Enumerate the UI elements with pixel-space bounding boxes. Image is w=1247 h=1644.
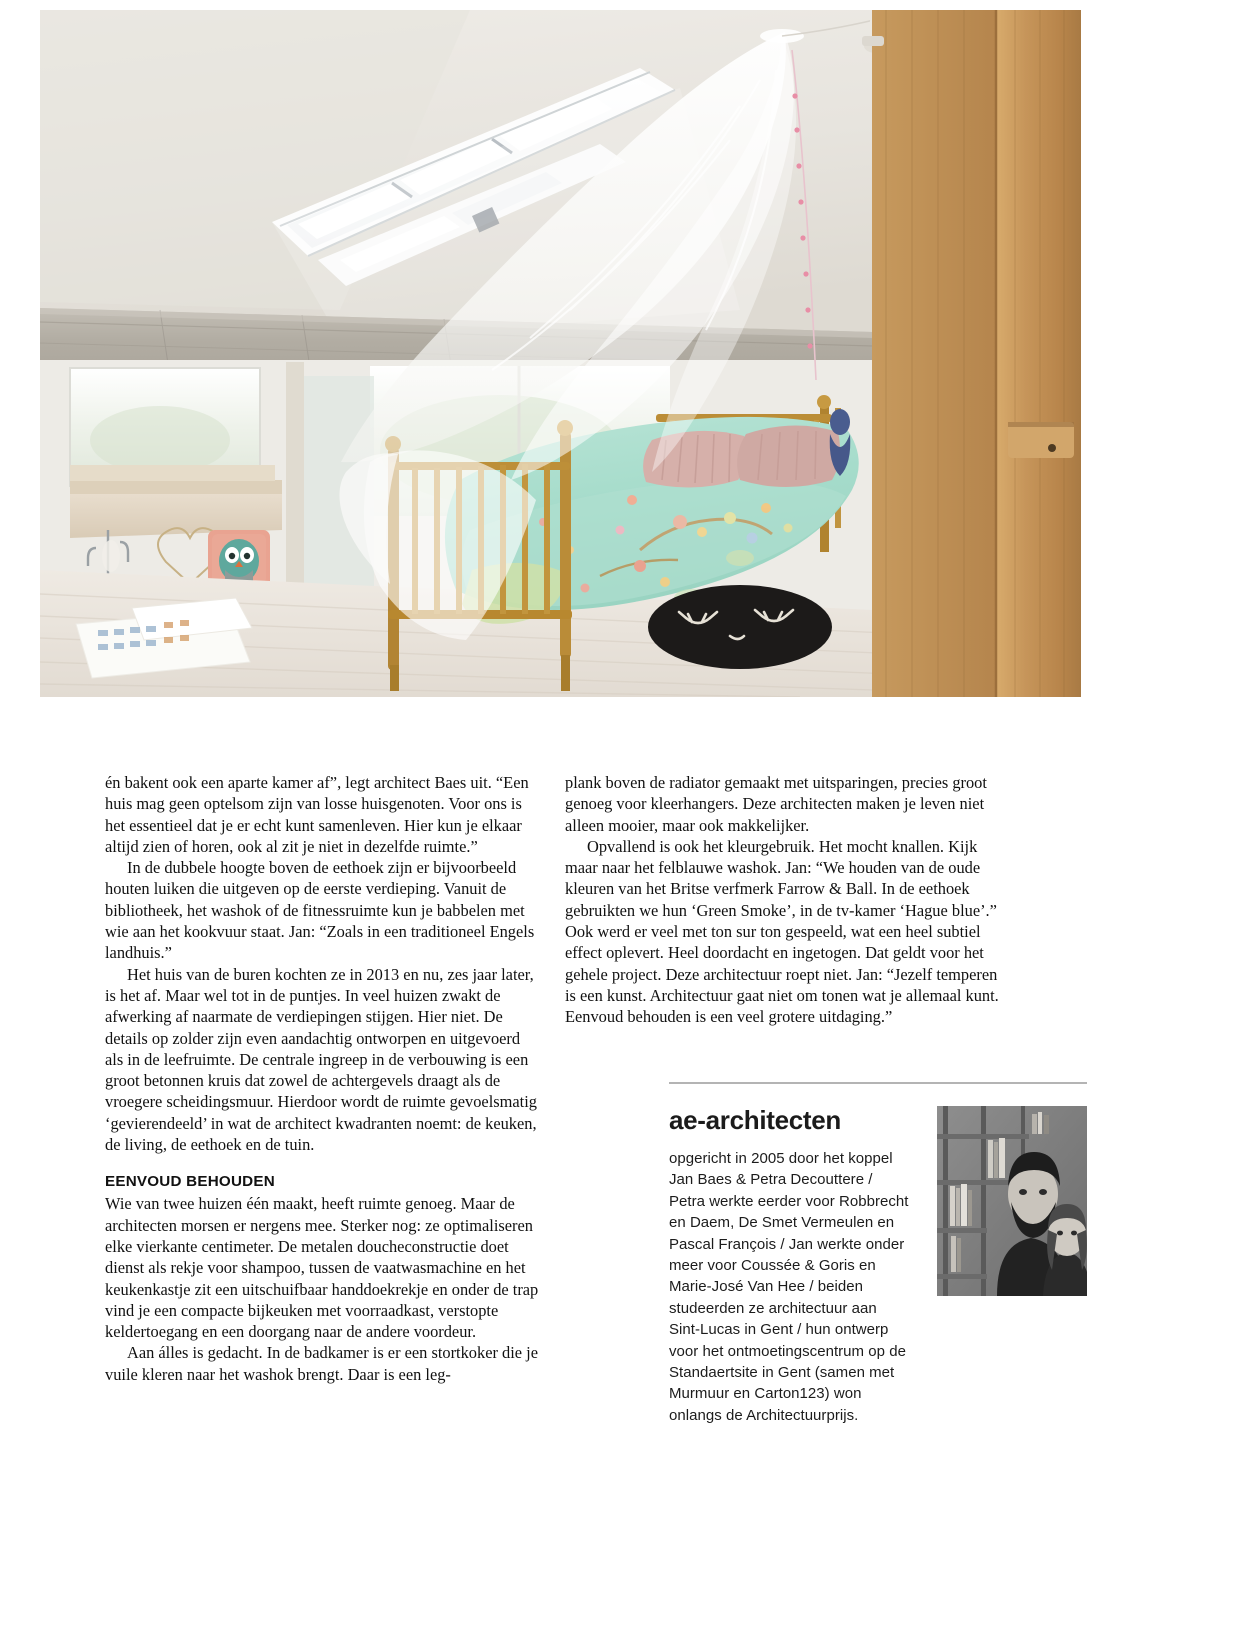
paragraph: én bakent ook een aparte kamer af”, legt architect Baes uit. “Een huis mag geen optelsom zijn van losse huisgenoten. Voor ons is het essentieel dat je er echt kunt samenleven. Hier kun je elkaar altijd zien of horen, ook al zit je niet in dezelfde ruimte.” <box>105 773 529 856</box>
paragraph: Aan álles is gedacht. In de badkamer is er een stortkoker die je vuile kleren naar het washok brengt. Daar is een leg- <box>105 1343 538 1384</box>
info-box-title: ae-architecten <box>669 1105 841 1135</box>
paragraph: Opvallend is ook het kleurgebruik. Het mocht knallen. Kijk maar naar het felblauwe washok. Jan: “We houden van de oude kleuren van het Britse verfmerk Farrow & Ball. In de eethoek gebruikten we hun ‘Green Smoke’, in de tv-kamer ‘Hague blue’.” Ook werd er veel met ton sur ton gespeeld, wat een heel subtiel effect oplevert. Heel doordacht en ingetogen. Dat geldt voor het gehele project. Deze architectuur roept niet. Jan: “Jezelf temperen is een kunst. Architectuur gaat niet om tonen wat je allemaal kunt. Eenvoud behouden is een veel grotere uitdaging.” <box>565 836 999 1027</box>
architects-portrait-illustration <box>937 1106 1087 1296</box>
article-column-left <box>105 772 542 1385</box>
hero-photo-illustration <box>40 10 1081 697</box>
paragraph: In de dubbele hoogte boven de eethoek zijn er bijvoorbeeld houten luiken die uitgeven op de eerste verdieping. Vanuit de bibliotheek, het washok of de fitnessruimte kun je babbelen met wie aan het kookvuur staat. Jan: “Zoals in een traditioneel Engels landhuis.” <box>105 858 535 963</box>
ceiling-light <box>862 36 884 46</box>
woman-figure <box>1043 1204 1087 1296</box>
divider-rule <box>669 1082 1087 1084</box>
article-column-right <box>565 772 1002 1028</box>
architects-portrait <box>937 1106 1087 1296</box>
sleepy-face-rug <box>648 585 832 669</box>
info-box-body: opgericht in 2005 door het koppel Jan Baes & Petra Decouttere / Petra werkte eerder voor Robbrecht en Daem, De Smet Vermeulen en Pascal François / Jan werkte onder meer voor Coussée & Goris en Marie-José Van Hee / beiden studeerden ze architectuur aan Sint-Lucas in Gent / hun ontwerp voor het ontmoetingscentrum op de Standaertsite in Gent (samen met Murmuur en Carton123) won onlangs de Architectuurprijs. <box>669 1150 909 1424</box>
wooden-door <box>872 10 1081 697</box>
section-heading: EENVOUD BEHOUDEN <box>105 1173 275 1191</box>
paragraph: Wie van twee huizen één maakt, heeft ruimte genoeg. Maar de architecten morsen er nergens mee. Sterker nog: ze optimaliseren elke vierkante centimeter. De metalen doucheconstructie doet dienst als rekje voor shampoo, tussen de vaatwasmachine en het keukenkastje zit een uitschuifbaar handdoekrekje en onder de trap vind je een compacte bijkeuken met voorraadkast, verstopte keldertoegang en een doorgang naar de andere voordeur. <box>105 1194 539 1342</box>
paragraph: plank boven de radiator gemaakt met uitsparingen, precies groot genoeg voor kleerhangers. Deze architecten maken je leven niet alleen mooier, maar ook makkelijker. <box>565 773 987 835</box>
paragraph: Het huis van de buren kochten ze in 2013 en nu, zes jaar later, is het af. Maar wel tot in de puntjes. In veel huizen zwakt de afwerking af naarmate de verdiepingen stijgen. Hier niet. De details op zolder zijn even aandachtig ontworpen en uitgevoerd als in de leefruimte. De centrale ingreep in de verbouwing is een groot betonnen kruis dat zowel de achtergevels draagt als de vroegere scheidingsmuur. Hierdoor wordt de ruimte gevoelsmatig ‘gevierendeeld’ in wat de architect kwadranten noemt: de keuken, de living, de eethoek en de tuin. <box>105 964 537 1155</box>
hero-photo <box>40 10 1081 697</box>
